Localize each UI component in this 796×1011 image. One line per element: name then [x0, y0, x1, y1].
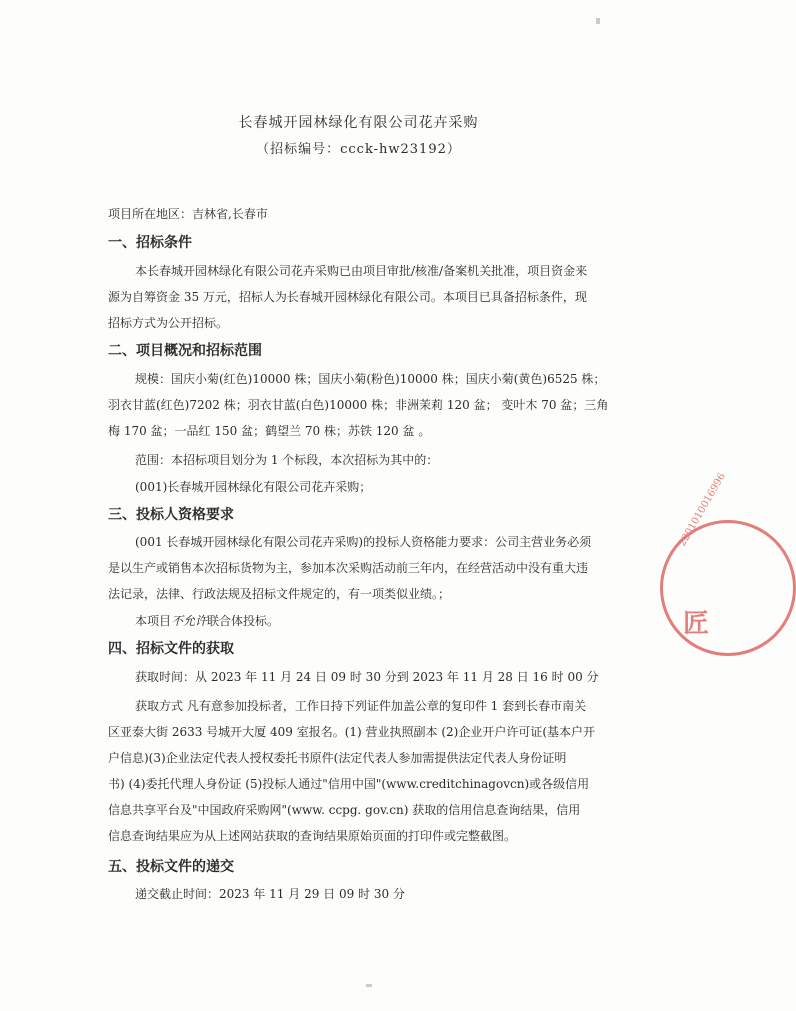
- deadline-line: 递交截止时间：2023 年 11 月 29 日 09 时 30 分: [135, 887, 405, 901]
- tender-number: （招标编号：ccck-hw23192）: [256, 142, 461, 157]
- joint-prefix: 本项目: [135, 614, 172, 628]
- scale-line: 梅 170 盆；一品红 150 盆；鹤望兰 70 株；苏铁 120 盆 。: [108, 424, 431, 438]
- scope-line: 范围：本招标项目划分为 1 个标段，本次招标为其中的：: [135, 453, 439, 467]
- seal-character: 匠: [683, 609, 710, 639]
- s3-line: 法记录，法律、行政法规及招标文件规定的，有一项类似业绩。；: [108, 587, 451, 601]
- s4-line: 户信息)(3)企业法定代表人授权委托书原件(法定代表人参加需提供法定代表人身份证明: [108, 751, 567, 765]
- project-region: 项目所在地区：吉林省,长春市: [108, 207, 268, 221]
- seal-number: 2201010016996: [677, 471, 728, 549]
- s1-line: 本长春城开园林绿化有限公司花卉采购已由项目审批/核准/备案机关批准，项目资金来: [135, 264, 588, 278]
- scan-speck: [366, 984, 372, 987]
- scale-line: 规模：国庆小菊(红色)10000 株；国庆小菊(粉色)10000 株；国庆小菊(黄色)6525 株；: [135, 372, 606, 386]
- scan-speck: [596, 18, 600, 24]
- company-seal: [660, 471, 796, 656]
- s3-line: (001 长春城开园林绿化有限公司花卉采购)的投标人资格能力要求：公司主营业务必须: [135, 535, 592, 549]
- section-heading-1: 一、招标条件: [108, 235, 192, 251]
- s4-line: 书) (4)委托代理人身份证 (5)投标人通过"信用中国"(www.creditchinagovcn)或各级信用: [108, 777, 590, 791]
- s4-line: 信息查询结果应为从上述网站获取的查询结果原始页面的打印件或完整截图。: [108, 829, 517, 843]
- section-heading-5: 五、投标文件的递交: [108, 859, 234, 875]
- section-heading-4: 四、招标文件的获取: [108, 641, 234, 657]
- obtain-time: 获取时间：从 2023 年 11 月 24 日 09 时 30 分到 2023 年 11 月 28 日 16 时 00 分: [135, 670, 599, 684]
- s3-line: 是以生产或销售本次招标货物为主，参加本次采购活动前三年内，在经营活动中没有重大违: [108, 561, 589, 575]
- joint-italic: 不允许: [171, 614, 208, 628]
- joint-suffix: 联合体投标。: [207, 614, 280, 628]
- s4-line: 获取方式 凡有意参加投标者，工作日持下列证件加盖公章的复印件 1 套到长春市南关: [135, 699, 587, 713]
- section-heading-3: 三、投标人资格要求: [108, 507, 234, 523]
- document-title: 长春城开园林绿化有限公司花卉采购: [238, 115, 479, 131]
- joint-bid-line: [135, 612, 279, 629]
- section-heading-2: 二、项目概况和招标范围: [108, 343, 262, 359]
- s1-line: 源为自筹资金 35 万元，招标人为长春城开园林绿化有限公司。本项目已具备招标条件，现: [108, 290, 587, 304]
- lot-line: (001)长春城开园林绿化有限公司花卉采购；: [135, 480, 372, 494]
- s1-line: 招标方式为公开招标。: [108, 316, 229, 330]
- s4-line: 信息共享平台及"中国政府采购网"(www. ccpg. gov.cn) 获取的信用信息查询结果，信用: [108, 803, 581, 817]
- s4-line: 区亚泰大街 2633 号城开大厦 409 室报名。(1) 营业执照副本 (2)企业开户许可证(基本户开: [108, 725, 596, 739]
- scale-line: 羽衣甘蓝(红色)7202 株；羽衣甘蓝(白色)10000 株；非洲茉莉 120 盆； 变叶木 70 盆；三角: [108, 398, 609, 412]
